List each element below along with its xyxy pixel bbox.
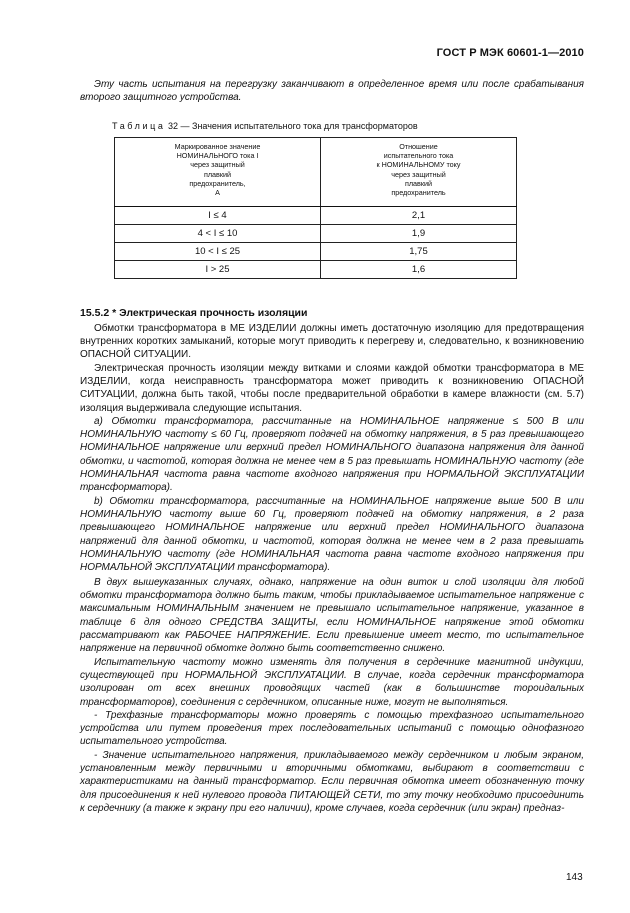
table-row bbox=[115, 207, 517, 225]
paragraph-windings-insulation: Обмотки трансформатора в МЕ ИЗДЕЛИИ должны иметь достаточную изоляцию для предотвращения внутренних коротких замыканий, которые могут приводить к перегреву и, следовательно, к возникновению ОПАСНОЙ СИТУАЦИИ. bbox=[80, 323, 584, 361]
current-range-cell: I ≤ 4 bbox=[115, 207, 321, 225]
table-row bbox=[115, 243, 517, 261]
table-row bbox=[115, 225, 517, 243]
ratio-cell: 1,75 bbox=[321, 243, 517, 261]
paragraph-both-cases: В двух вышеуказанных случаях, однако, напряжение на один виток и слой изоляции для любой обмотки трансформатора должно быть таким, чтобы прикладываемое испытательное напряжение с максимальным НОМИНАЛЬНЫМ значением не превышало испытательное напряжение, указанное в таблице 6 для одного СРЕДСТВА ЗАЩИТЫ, если НОМИНАЛЬНОЕ напряжение этой обмотки рассматривают как РАБОЧЕЕ НАПРЯЖЕНИЕ. Если превышение имеет место, то испытательное напряжение на первичной обмотке должно быть соответственно снижено. bbox=[80, 577, 584, 655]
test-current-table bbox=[114, 137, 517, 279]
header-line: испытательного тока bbox=[383, 151, 454, 161]
header-line: предохранитель, bbox=[189, 178, 246, 188]
current-range-cell: I > 25 bbox=[115, 261, 321, 279]
table-caption-label: Таблица bbox=[112, 121, 166, 131]
paragraph-item-b: b) Обмотки трансформатора, рассчитанные на НОМИНАЛЬНОЕ напряжение выше 500 В или НОМИНАЛЬНУЮ частоту выше 60 Гц, проверяют подачей на обмотку напряжения, в 2 раза превышающего НОМИНАЛЬНОЕ напряжение или верхний предел НОМИНАЛЬНОГО диапазона напряжений для данной обмотки, и частотой, которая должна не менее чем в 2 раза превышать НОМИНАЛЬНУЮ частоту (где НОМИНАЛЬНАЯ частота равна частоте входного напряжения при НОРМАЛЬНОЙ ЭКСПЛУАТАЦИИ трансформатора). bbox=[80, 496, 584, 574]
table-header-row bbox=[115, 138, 517, 207]
header-line: Отношение bbox=[399, 142, 438, 151]
column-header-ratio bbox=[321, 138, 517, 207]
header-line: через защитный bbox=[190, 160, 245, 170]
ratio-cell: 2,1 bbox=[321, 207, 517, 225]
current-range-cell: 10 < I ≤ 25 bbox=[115, 243, 321, 261]
header-line: плавкий bbox=[203, 169, 232, 179]
ratio-cell: 1,6 bbox=[321, 261, 517, 279]
section-heading: 15.5.2 * Электрическая прочность изоляции bbox=[80, 307, 308, 319]
header-line: А bbox=[215, 188, 220, 198]
header-line: плавкий bbox=[404, 178, 433, 188]
paragraph-test-voltage-core: - Значение испытательного напряжения, прикладываемого между сердечником и любым экраном, установленным между первичными и вторичными обмотками, выбирают в соответствии с характеристиками на данный трансформатор. Если первичная обмотка имеет обозначенную точку для присоединения к ней нулевого провода ПИТАЮЩЕЙ СЕТИ, то эту точку необходимо присоединить к сердечнику (а также к экрану при его наличии), кроме случаев, когда сердечник (или экран) предназ- bbox=[80, 750, 584, 814]
table-caption bbox=[112, 121, 418, 131]
column-header-rated-current bbox=[115, 138, 321, 207]
header-line: Маркированное значение bbox=[174, 142, 261, 151]
paragraph-test-frequency: Испытательную частоту можно изменять для получения в сердечнике магнитной индукции, существующей при НОРМАЛЬНОЙ ЭКСПЛУАТАЦИИ. В случае, когда сердечник трансформатора изолирован от всех внешних проводящих частей (как в большинстве тороидальных трансформаторов), соединения с сердечником, описанные ниже, могут не выполняться. bbox=[80, 657, 584, 708]
document-header: ГОСТ Р МЭК 60601-1—2010 bbox=[436, 47, 584, 59]
table-row bbox=[115, 261, 517, 279]
paragraph-three-phase: - Трехфазные трансформаторы можно проверять с помощью трехфазного испытательного устройства или путем проведения трех последовательных испытаний с помощью однофазного испытательного устройства. bbox=[80, 710, 584, 748]
header-line: через защитный bbox=[391, 169, 446, 179]
paragraph-dielectric-strength: Электрическая прочность изоляции между витками и слоями каждой обмотки трансформатора в МЕ ИЗДЕЛИИ, когда неисправность трансформатора может приводить к возникновению ОПАСНОЙ СИТУАЦИИ, должна быть такой, чтобы после предварительной обработки в камере влажности (см. 5.7) изоляция выдерживала следующие испытания. bbox=[80, 363, 584, 414]
header-line: к НОМИНАЛЬНОМУ току bbox=[376, 160, 461, 170]
header-line: предохранитель bbox=[391, 188, 446, 198]
current-range-cell: 4 < I ≤ 10 bbox=[115, 225, 321, 243]
table-caption-text: 32 — Значения испытательного тока для трансформаторов bbox=[168, 121, 418, 131]
page-number: 143 bbox=[566, 872, 583, 883]
intro-paragraph: Эту часть испытания на перегрузку заканчивают в определенное время или после срабатывания второго защитного устройства. bbox=[80, 79, 584, 104]
paragraph-item-a: а) Обмотки трансформатора, рассчитанные на НОМИНАЛЬНОЕ напряжение ≤ 500 В или НОМИНАЛЬНУЮ частоту ≤ 60 Гц, проверяют подачей на обмотку напряжения, в 5 раз превышающего НОМИНАЛЬНОЕ напряжение или верхний предел НОМИНАЛЬНОГО диапазона напряжения для данной обмотки, и частотой, которая должна не менее чем в 5 раз превышать НОМИНАЛЬНУЮ частоту (где НОМИНАЛЬНАЯ частота равна частоте входного напряжения при НОРМАЛЬНОЙ ЭКСПЛУАТАЦИИ трансформатора). bbox=[80, 416, 584, 494]
ratio-cell: 1,9 bbox=[321, 225, 517, 243]
header-line: НОМИНАЛЬНОГО тока I bbox=[176, 151, 259, 161]
